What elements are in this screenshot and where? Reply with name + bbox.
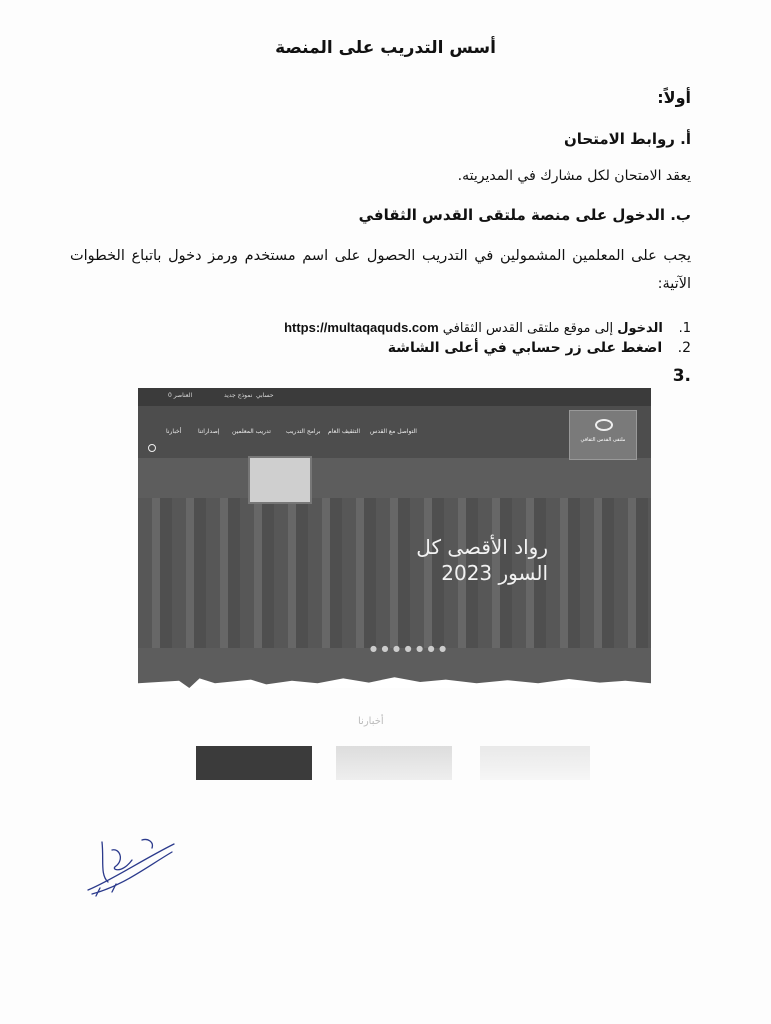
step-2: [70, 340, 691, 356]
hero-caption: [388, 534, 548, 586]
site-url-link[interactable]: https://multaqaquds.com: [284, 320, 439, 335]
logo-text: ملتقى القدس الثقافي: [580, 437, 626, 443]
search-icon[interactable]: [148, 444, 156, 452]
eye-icon: [595, 419, 613, 431]
news-label: أخبارنا: [358, 716, 384, 727]
website-screenshot: [138, 388, 651, 688]
nav-item[interactable]: التواصل مع القدس: [370, 428, 417, 435]
step-1: [70, 320, 691, 336]
step-number: .3: [672, 366, 691, 386]
site-logo[interactable]: [569, 410, 637, 460]
step-3: [70, 366, 691, 386]
carousel-dots[interactable]: ● ● ● ● ● ● ●: [370, 644, 448, 653]
projector-screen: [248, 456, 312, 504]
section-b-text: يجب على المعلمين المشمولين في التدريب الحصول على اسم مستخدم ورمز دخول باتباع الخطوات الآتية:: [70, 248, 691, 292]
skyline-divider: [138, 676, 651, 688]
nav-item[interactable]: أخبارنا: [166, 428, 182, 435]
section-b-heading: ب. الدخول على منصة ملتقى القدس الثقافي: [358, 206, 691, 224]
heading-first: أولاً:: [657, 88, 691, 107]
signature: [82, 830, 178, 900]
section-a-heading: أ. روابط الامتحان: [563, 130, 691, 148]
new-form-link[interactable]: نموذج جديد: [224, 392, 253, 399]
site-topbar: [138, 388, 651, 406]
nav-item[interactable]: التثقيف العام: [328, 428, 361, 435]
news-thumbnail[interactable]: [480, 746, 590, 780]
step-1-bold: الدخول: [617, 321, 663, 336]
nav-item[interactable]: إصداراتنا: [198, 428, 220, 435]
nav-item[interactable]: برامج التدريب: [286, 428, 321, 435]
step-2-text: اضغط على زر حسابي في أعلى الشاشة: [387, 340, 663, 356]
document-title: أسس التدريب على المنصة: [275, 38, 496, 58]
news-thumbnail[interactable]: [196, 746, 312, 780]
cart-items[interactable]: 0 العناصر: [168, 392, 193, 399]
step-1-text: إلى موقع ملتقى القدس الثقافي: [442, 321, 614, 336]
hero-line-2: السور 2023: [441, 561, 548, 585]
section-a-text: يعقد الامتحان لكل مشارك في المديريته.: [457, 168, 691, 184]
account-link[interactable]: حسابي: [256, 392, 274, 399]
step-number: 2.: [677, 340, 691, 356]
step-number: 1.: [678, 321, 691, 336]
news-thumbnail[interactable]: [336, 746, 452, 780]
nav-item[interactable]: تدريب المعلمين: [232, 428, 271, 435]
hero-line-1: رواد الأقصى كل: [416, 535, 548, 559]
